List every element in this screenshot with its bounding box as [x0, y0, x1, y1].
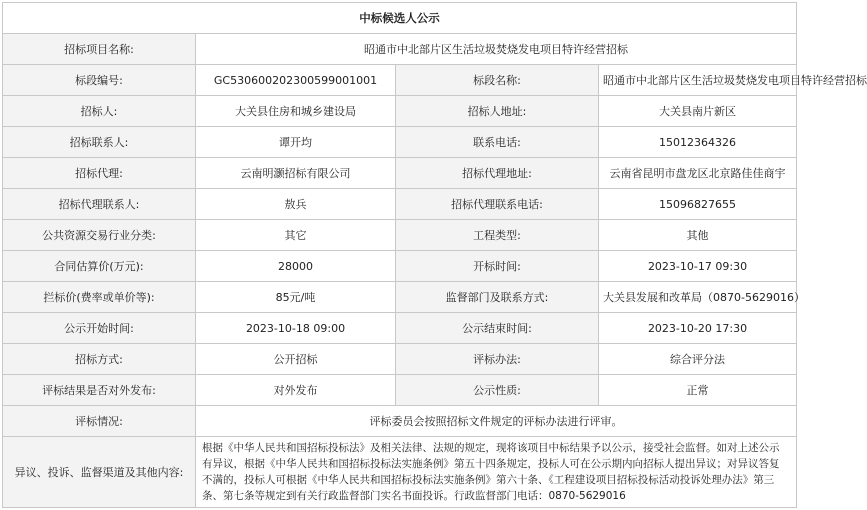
- objection-label: 异议、投诉、监督渠道及其他内容:: [3, 437, 196, 508]
- field-value: 2023-10-20 17:30: [599, 313, 797, 344]
- objection-row: [3, 437, 797, 508]
- field-label: 评标情况:: [3, 406, 196, 437]
- table-row: [3, 96, 797, 127]
- field-value: 2023-10-18 09:00: [196, 313, 396, 344]
- field-label: 评标结果是否对外发布:: [3, 375, 196, 406]
- table-row: [3, 313, 797, 344]
- table-row: [3, 375, 797, 406]
- field-value: 15012364326: [599, 127, 797, 158]
- field-label: 合同估算价(万元):: [3, 251, 196, 282]
- field-value: 正常: [599, 375, 797, 406]
- table-row: [3, 189, 797, 220]
- objection-text: 根据《中华人民共和国招标投标法》及相关法律、法规的规定，现将该项目中标结果予以公示，接受社会监督。如对上述公示有异议，根据《中华人民共和国招标投标法实施条例》第五十四条规定，投标人可在公示期内向招标人提出异议；对异议答复不满的，投标人可根据《中华人民共和国招标投标法实施条例》第六十条、《工程建设项目招标投标活动投诉处理办法》第三条、第七条等规定到有关行政监督部门实名书面投诉。行政监督部门电话：0870-5629016: [196, 437, 797, 508]
- field-value: 对外发布: [196, 375, 396, 406]
- field-value: 大关县住房和城乡建设局: [196, 96, 396, 127]
- field-value: 其它: [196, 220, 396, 251]
- field-value: 2023-10-17 09:30: [599, 251, 797, 282]
- table-row: [3, 282, 797, 313]
- field-value: 敖兵: [196, 189, 396, 220]
- field-label: 招标方式:: [3, 344, 196, 375]
- field-label: 拦标价(费率或单价等):: [3, 282, 196, 313]
- table-row: [3, 158, 797, 189]
- field-label: 公共资源交易行业分类:: [3, 220, 196, 251]
- table-body: [3, 3, 867, 508]
- table-row: [3, 220, 797, 251]
- field-value: 公开招标: [196, 344, 396, 375]
- field-label: 工程类型:: [396, 220, 599, 251]
- field-label: 监督部门及联系方式:: [396, 282, 599, 313]
- field-label: 标段编号:: [3, 65, 196, 96]
- field-label: 招标代理联系电话:: [396, 189, 599, 220]
- field-label: 招标代理:: [3, 158, 196, 189]
- field-label: 开标时间:: [396, 251, 599, 282]
- field-value: 昭通市中北部片区生活垃圾焚烧发电项目特许经营招标: [196, 34, 797, 65]
- table-row: [3, 127, 797, 158]
- field-label: 招标人地址:: [396, 96, 599, 127]
- field-value: 其他: [599, 220, 797, 251]
- field-value: 谭开均: [196, 127, 396, 158]
- field-label: 评标办法:: [396, 344, 599, 375]
- table-row: [3, 344, 797, 375]
- field-label: 招标代理地址:: [396, 158, 599, 189]
- field-label: 公示性质:: [396, 375, 599, 406]
- field-label: 公示开始时间:: [3, 313, 196, 344]
- field-value: 大关县南片新区: [599, 96, 797, 127]
- page-title: 中标候选人公示: [3, 3, 797, 34]
- field-value: 云南省昆明市盘龙区北京路佳佳商宇: [599, 158, 797, 189]
- field-label: 招标代理联系人:: [3, 189, 196, 220]
- field-value: 28000: [196, 251, 396, 282]
- field-value: 评标委员会按照招标文件规定的评标办法进行评审。: [196, 406, 797, 437]
- field-label: 公示结束时间:: [396, 313, 599, 344]
- field-value: 云南明灏招标有限公司: [196, 158, 396, 189]
- field-label: 招标人:: [3, 96, 196, 127]
- field-value: 昭通市中北部片区生活垃圾焚烧发电项目特许经营招标: [599, 65, 797, 96]
- table-row: [3, 251, 797, 282]
- field-label: 招标联系人:: [3, 127, 196, 158]
- field-value: 大关县发展和改革局（0870-5629016）: [599, 282, 797, 313]
- field-value: 85元/吨: [196, 282, 396, 313]
- field-label: 标段名称:: [396, 65, 599, 96]
- field-value: 综合评分法: [599, 344, 797, 375]
- field-value: GC5306002023005990010​01: [196, 65, 396, 96]
- field-label: 招标项目名称:: [3, 34, 196, 65]
- announcement-table: [2, 2, 867, 508]
- table-row: [3, 406, 797, 437]
- bid-announcement: [2, 2, 867, 508]
- field-label: 联系电话:: [396, 127, 599, 158]
- field-value: 15096827655: [599, 189, 797, 220]
- table-row: [3, 65, 797, 96]
- table-row: [3, 34, 797, 65]
